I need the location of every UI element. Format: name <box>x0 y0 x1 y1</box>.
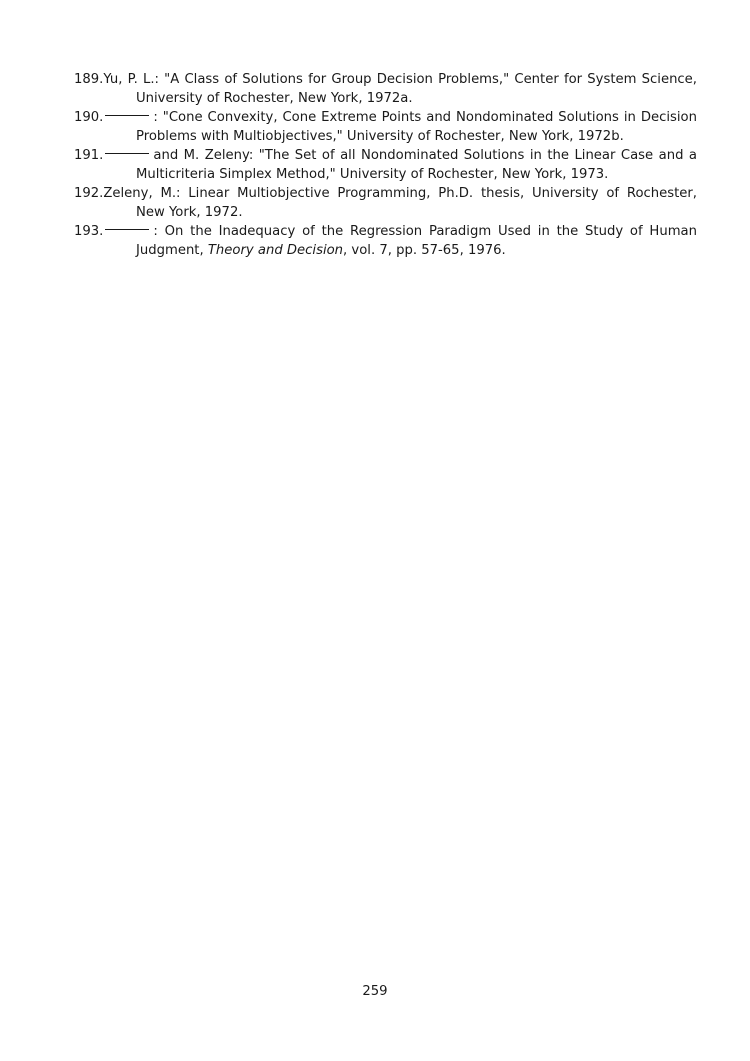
reference-text: : "Cone Convexity, Cone Extreme Points and Nondominated Solutions in Decision Problems with Multiobjectives," University of Rochester, New York, 1972b. <box>136 110 697 144</box>
reference-text: Yu, P. L.: "A Class of Solutions for Group Decision Problems," Center for System Science, University of Rochester, New York, 1972a. <box>103 72 697 106</box>
ditto-dash <box>105 115 149 116</box>
reference-number: 191. <box>74 148 104 163</box>
reference-list <box>74 70 697 260</box>
reference-number: 192. <box>74 186 104 201</box>
reference-191 <box>74 146 697 184</box>
reference-text-before: : On the Inadequacy of the Regression Paradigm Used in the Study of Human Judgment, <box>136 224 697 258</box>
reference-190 <box>74 108 697 146</box>
reference-text-after: , vol. 7, pp. 57-65, 1976. <box>343 243 506 258</box>
reference-number: 189. <box>74 72 104 87</box>
reference-number: 193. <box>74 224 104 239</box>
reference-189 <box>74 70 697 108</box>
reference-192 <box>74 184 697 222</box>
ditto-dash <box>105 153 149 154</box>
reference-text: and M. Zeleny: "The Set of all Nondominated Solutions in the Linear Case and a Multicriteria Simplex Method," University of Rochester, New York, 1973. <box>136 148 697 182</box>
ditto-dash <box>105 229 149 230</box>
reference-number: 190. <box>74 110 104 125</box>
reference-193 <box>74 222 697 260</box>
journal-title: Theory and Decision <box>207 243 344 258</box>
page-number: 259 <box>362 984 388 999</box>
reference-text: Zeleny, M.: Linear Multiobjective Programming, Ph.D. thesis, University of Rochester, New York, 1972. <box>103 186 697 220</box>
